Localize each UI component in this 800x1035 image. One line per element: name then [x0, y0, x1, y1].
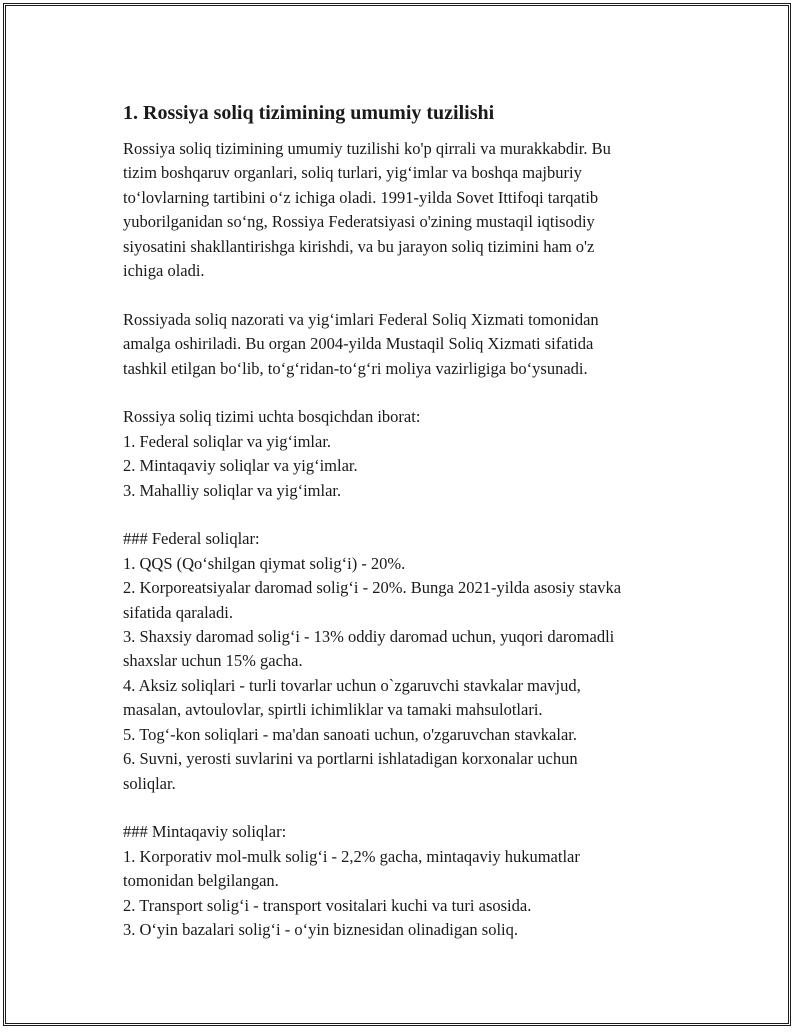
subsection-heading: ### Federal soliqlar:: [123, 529, 260, 549]
list-item-continuation: tomonidan belgilangan.: [123, 871, 279, 891]
text-line: ichiga oladi.: [123, 261, 205, 281]
list-item-continuation: shaxslar uchun 15% gacha.: [123, 651, 303, 671]
regional-taxes-section: [123, 820, 703, 942]
list-item: 4. Aksiz soliqlari - turli tovarlar uchun o`zgaruvchi stavkalar mavjud,: [123, 675, 581, 695]
section-heading: 1. Rossiya soliq tizimining umumiy tuzilishi: [123, 102, 495, 124]
paragraph-gap: [123, 283, 703, 307]
list-intro: Rossiya soliq tizimi uchta bosqichdan iborat:: [123, 407, 421, 427]
list-item: 1. Federal soliqlar va yig‘imlar.: [123, 431, 332, 451]
intro-paragraph: [123, 137, 703, 283]
list-item: 6. Suvni, yerosti suvlarini va portlarni ishlatadigan korxonalar uchun: [123, 749, 578, 769]
list-item: 2. Transport solig‘i - transport vositalari kuchi va turi asosida.: [123, 895, 532, 915]
list-item: 3. Shaxsiy daromad solig‘i - 13% oddiy daromad uchun, yuqori daromadli: [123, 627, 615, 647]
text-line: amalga oshiriladi. Bu organ 2004-yilda Mustaqil Soliq Xizmati sifatida: [123, 334, 594, 354]
list-item: 2. Mintaqaviy soliqlar va yig‘imlar.: [123, 456, 358, 476]
list-item-continuation: soliqlar.: [123, 773, 176, 793]
authority-paragraph: [123, 308, 703, 381]
paragraph-gap: [123, 381, 703, 405]
text-line: siyosatini shakllantirishga kirishdi, va bu jarayon soliq tizimini ham o'z: [123, 236, 595, 256]
list-item: 2. Korporeatsiyalar daromad solig‘i - 20%. Bunga 2021-yilda asosiy stavka: [123, 578, 622, 598]
text-line: Rossiya soliq tizimining umumiy tuzilishi ko'p qirrali va murakkabdir. Bu: [123, 139, 611, 158]
page-frame: [3, 3, 791, 1026]
federal-taxes-section: [123, 527, 703, 795]
subsection-heading: ### Mintaqaviy soliqlar:: [123, 822, 287, 842]
text-line: yuborilganidan so‘ng, Rossiya Federatsiyasi o'zining mustaqil iqtisodiy: [123, 212, 595, 232]
list-item-continuation: masalan, avtoulovlar, spirtli ichimliklar va tamaki mahsulotlari.: [123, 700, 543, 720]
text-line: tizim boshqaruv organlari, soliq turlari, yig‘imlar va boshqa majburiy: [123, 163, 582, 183]
list-item: 3. O‘yin bazalari solig‘i - o‘yin biznesidan olinadigan soliq.: [123, 919, 518, 939]
paragraph-gap: [123, 796, 703, 820]
text-line: tashkil etilgan bo‘lib, to‘g‘ridan-to‘g‘ri moliya vazirligiga bo‘ysunadi.: [123, 358, 588, 378]
list-item: 3. Mahalliy soliqlar va yig‘imlar.: [123, 480, 342, 500]
text-line: to‘lovlarning tartibini o‘z ichiga oladi. 1991-yilda Sovet Ittifoqi tarqatib: [123, 187, 599, 207]
paragraph-gap: [123, 503, 703, 527]
text-line: Rossiyada soliq nazorati va yig‘imlari Federal Soliq Xizmati tomonidan: [123, 309, 599, 329]
levels-list: [123, 405, 703, 503]
document-body: [123, 100, 703, 942]
list-item-continuation: sifatida qaraladi.: [123, 602, 233, 622]
list-item: 1. QQS (Qo‘shilgan qiymat solig‘i) - 20%.: [123, 553, 406, 573]
list-item: 1. Korporativ mol-mulk solig‘i - 2,2% gacha, mintaqaviy hukumatlar: [123, 846, 580, 866]
list-item: 5. Tog‘-kon soliqlari - ma'dan sanoati uchun, o'zgaruvchan stavkalar.: [123, 724, 577, 744]
